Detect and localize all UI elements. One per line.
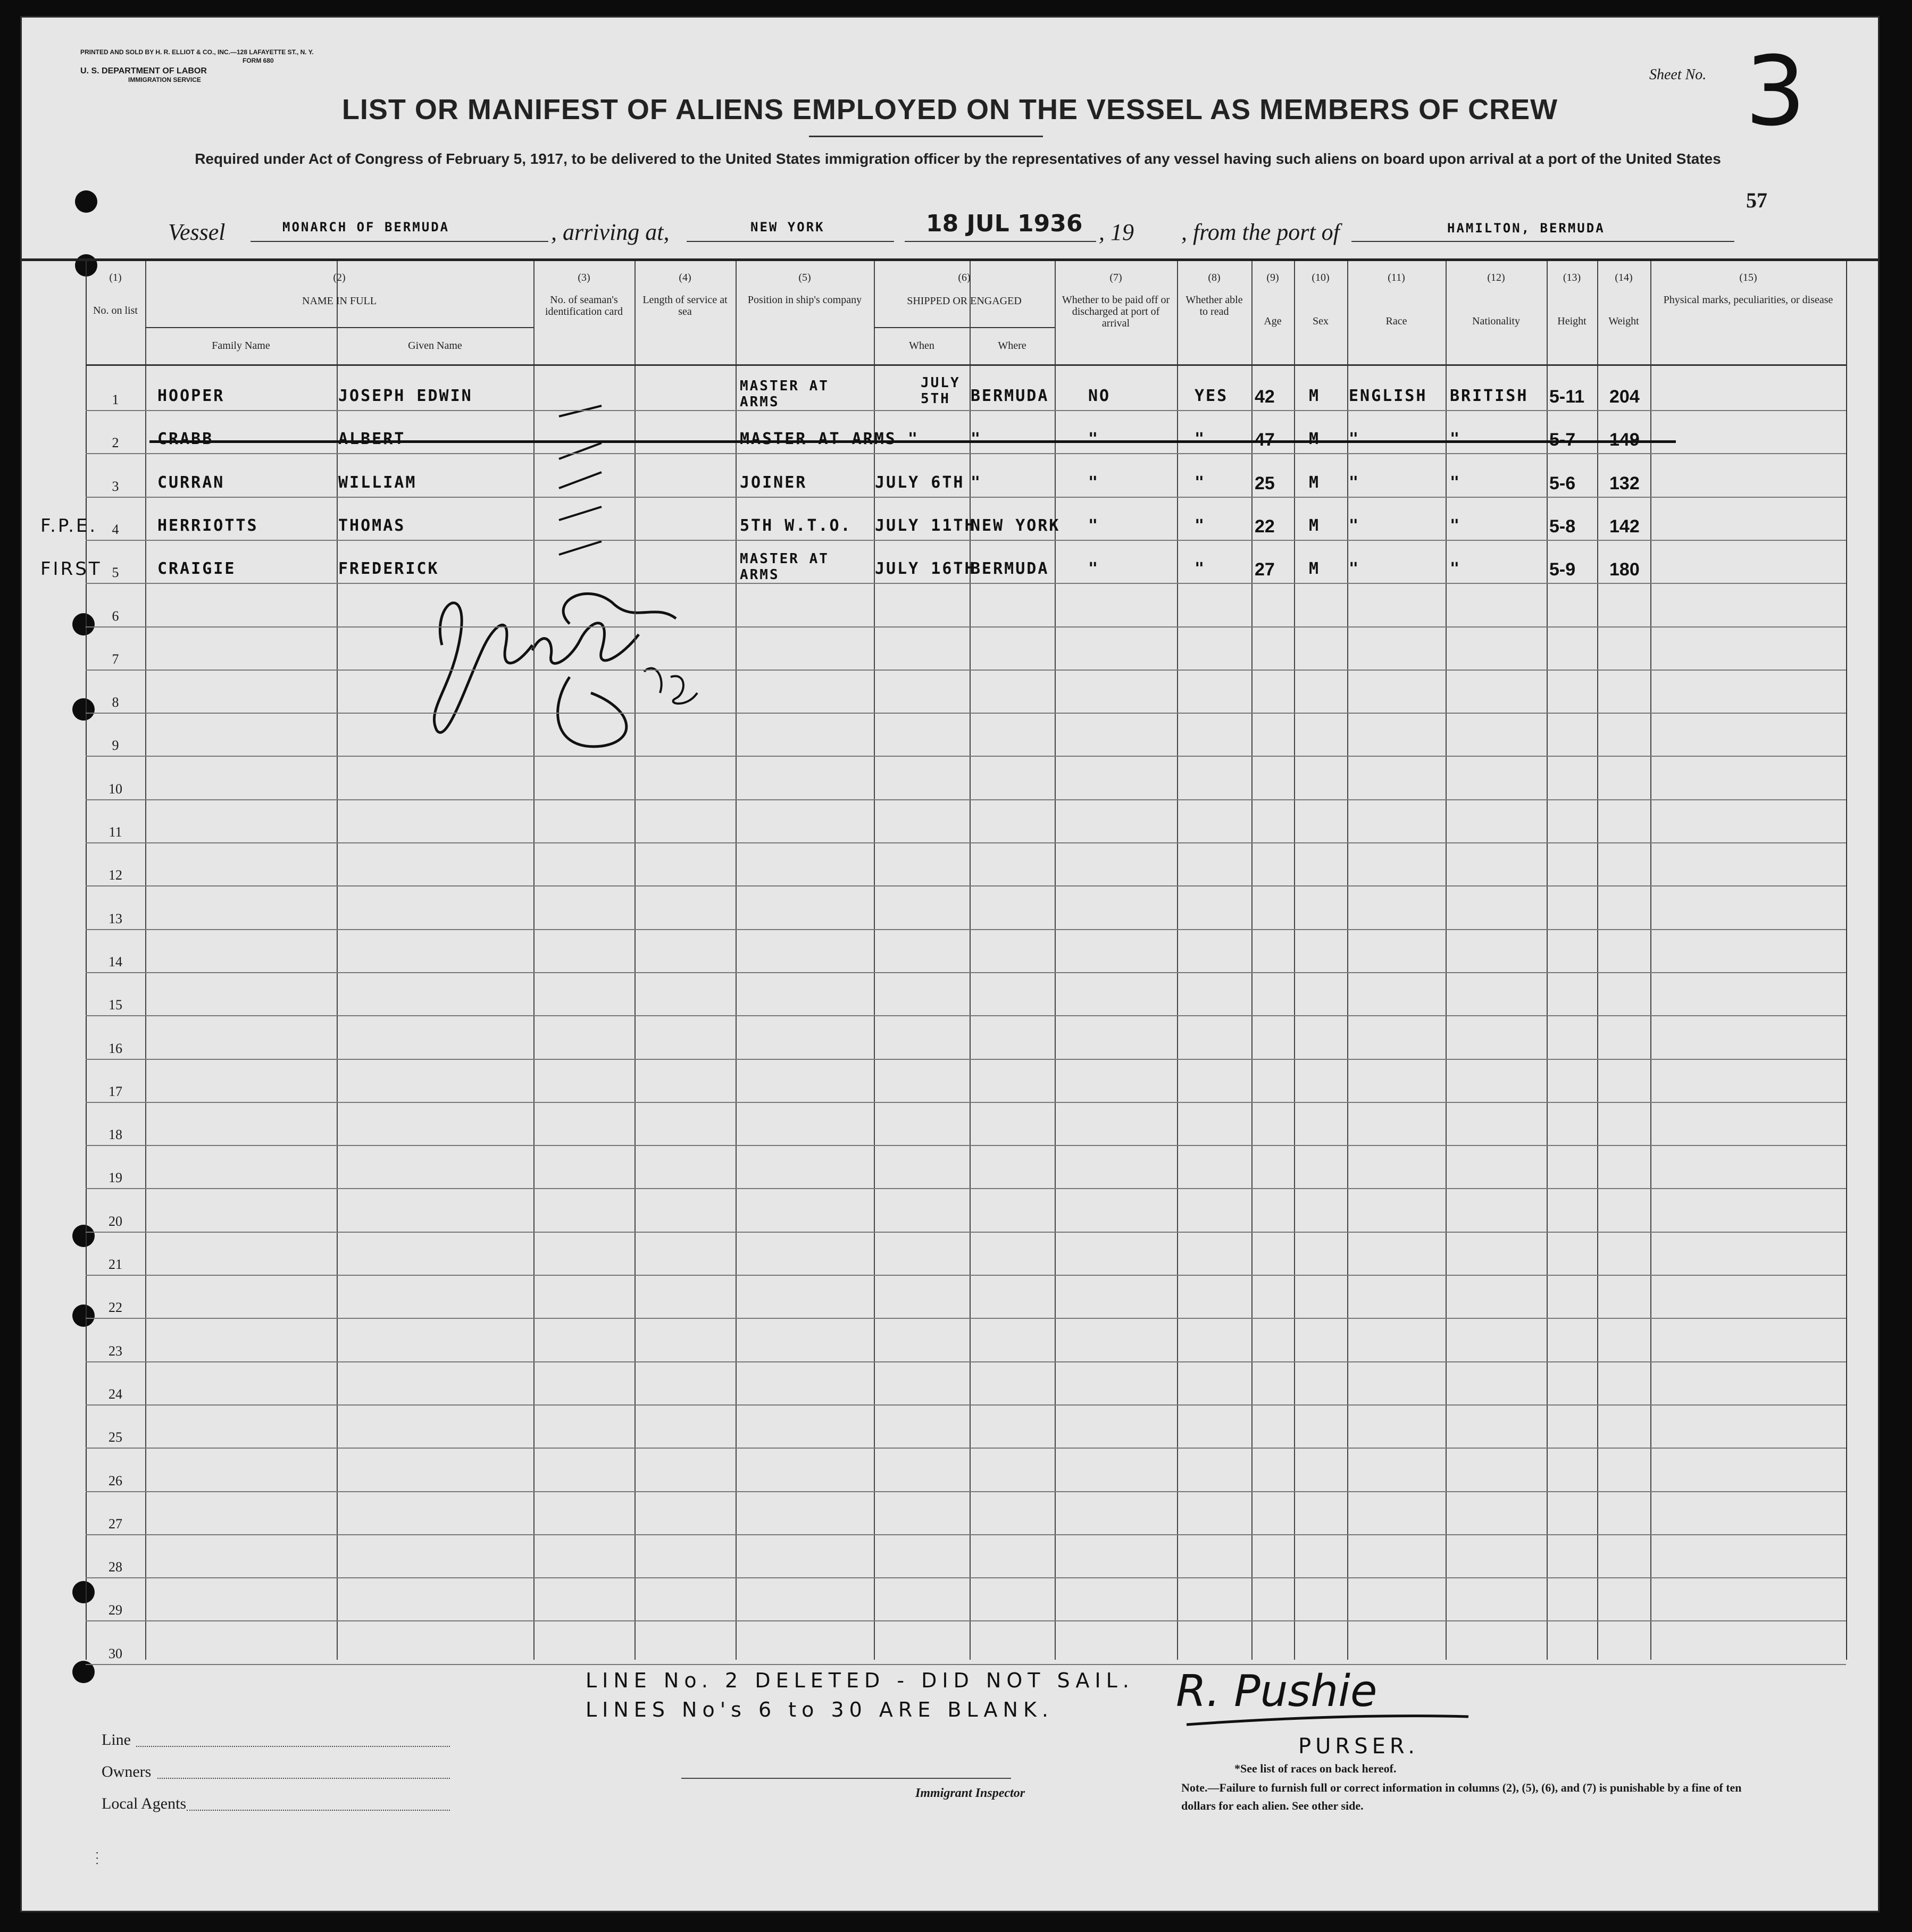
- cell-paid-off: ": [1088, 559, 1100, 579]
- row-number: 21: [108, 1257, 122, 1272]
- cell-given: FREDERICK: [338, 559, 439, 579]
- cell-read: YES: [1195, 387, 1229, 405]
- row-rule: [86, 1620, 1846, 1621]
- penalty-note: Note.—Failure to furnish full or correct information in columns (2), (5), (6), and (7) is punishable by a fine of ten dollars for each alien. See other side.: [1181, 1781, 1742, 1812]
- row-rule: [86, 1318, 1846, 1319]
- cell-read: ": [1195, 559, 1206, 579]
- row-rule: [86, 540, 1846, 541]
- row-number: 5: [112, 565, 119, 581]
- cell-where: BERMUDA: [971, 559, 1049, 579]
- cell-nationality: ": [1450, 516, 1462, 535]
- cell-paid-off: NO: [1088, 387, 1111, 405]
- sheet-label: Sheet No.: [1649, 66, 1707, 83]
- table-column-rule: [1294, 261, 1295, 1660]
- manifest-subtitle: Required under Act of Congress of February 5, 1917, to be delivered to the United States immigration officer by the representatives of any vessel having such aliens on board upon arrival at a port of the United States: [195, 150, 1721, 167]
- column-label: NAME IN FULL: [302, 295, 377, 307]
- row-number: 14: [108, 954, 122, 969]
- blank-lines-note: LINES No's 6 to 30 ARE BLANK.: [586, 1698, 1054, 1721]
- cell-weight: 180: [1609, 559, 1640, 580]
- cell-height: 5-9: [1549, 559, 1576, 580]
- column-number: (1): [109, 272, 122, 283]
- row-rule: [86, 1534, 1846, 1535]
- row-number: 12: [108, 867, 122, 883]
- cell-sex: M: [1309, 516, 1321, 535]
- arriving-fill-rule: [687, 241, 894, 242]
- row-number: 9: [112, 738, 119, 754]
- races-note: *See list of races on back hereof.: [1234, 1762, 1397, 1775]
- cell-age: 42: [1255, 387, 1275, 407]
- deletion-note: LINE No. 2 DELETED - DID NOT SAIL.: [586, 1669, 1134, 1692]
- cell-race: ": [1349, 430, 1360, 449]
- row-rule: [86, 1275, 1846, 1276]
- column-label: Weight: [1608, 315, 1639, 327]
- vessel-name: MONARCH OF BERMUDA: [282, 220, 450, 235]
- row-number: 27: [108, 1516, 122, 1532]
- cell-sex: M: [1309, 430, 1321, 449]
- row-number: 16: [108, 1040, 122, 1056]
- cell-height: 5-8: [1549, 516, 1576, 537]
- title-divider: [809, 136, 1043, 137]
- cell-where: ": [971, 430, 982, 449]
- cell-paid-off: ": [1088, 516, 1100, 535]
- column-label: Whether able to read: [1185, 294, 1243, 317]
- table-column-rule: [145, 261, 146, 1660]
- row-number: 29: [108, 1602, 122, 1618]
- cell-position: MASTER AT ARMS: [740, 378, 829, 410]
- row-rule: [86, 1145, 1846, 1146]
- inspector-signature-line: [681, 1778, 1011, 1779]
- table-column-rule: [1597, 261, 1598, 1660]
- row-rule: [86, 1577, 1846, 1578]
- row-rule: [86, 453, 1846, 454]
- row-rule: [86, 1059, 1846, 1060]
- department-name: U. S. DEPARTMENT OF LABOR: [80, 66, 207, 76]
- cell-age: 25: [1255, 473, 1275, 494]
- cell-family: HERRIOTTS: [157, 516, 258, 535]
- cell-sex: M: [1309, 473, 1321, 492]
- row-number: 19: [108, 1170, 122, 1186]
- header-bottom-rule: [86, 364, 1846, 366]
- table-column-rule: [1177, 261, 1178, 1660]
- form-number: FORM 680: [243, 57, 274, 64]
- cell-nationality: ": [1450, 430, 1462, 449]
- column-label: Race: [1385, 315, 1407, 327]
- cell-given: THOMAS: [338, 516, 406, 535]
- cell-given: ALBERT: [338, 430, 406, 449]
- margin-note: FIRST: [40, 558, 102, 580]
- cell-family: CRAIGIE: [157, 559, 236, 579]
- cell-position: MASTER AT ARMS: [740, 551, 829, 583]
- row-number: 18: [108, 1127, 122, 1143]
- purser-title: PURSER.: [1298, 1734, 1419, 1759]
- row-number: 2: [112, 435, 119, 451]
- row-rule: [86, 1188, 1846, 1189]
- cell-family: CRABB: [157, 430, 214, 449]
- subheader-rule: [874, 327, 1055, 328]
- date-fill-rule: [905, 241, 1096, 242]
- row-number: 11: [108, 824, 122, 840]
- row-rule: [86, 583, 1846, 584]
- page-number: 57: [1746, 188, 1767, 212]
- cell-sex: M: [1309, 559, 1321, 579]
- column-label: Sex: [1313, 315, 1329, 327]
- row-rule: [86, 410, 1846, 411]
- cell-height: 5-11: [1549, 387, 1585, 407]
- year-label: , 19: [1099, 219, 1134, 245]
- column-number: (11): [1388, 272, 1405, 283]
- owners-fill-rule: [157, 1778, 450, 1779]
- cell-when: JULY 16TH: [875, 559, 976, 579]
- row-number: 4: [112, 521, 119, 537]
- punch-hole: [72, 1581, 95, 1603]
- cell-position: 5TH W.T.O.: [740, 516, 852, 535]
- table-column-rule: [1347, 261, 1348, 1660]
- cell-read: ": [1195, 473, 1206, 492]
- row-number: 25: [108, 1429, 122, 1445]
- row-rule: [86, 885, 1846, 886]
- column-sublabel: Family Name: [212, 340, 270, 352]
- line-fill-rule: [136, 1746, 450, 1747]
- row-rule: [86, 670, 1846, 671]
- row-rule: [86, 1232, 1846, 1233]
- inspector-signature: [410, 571, 719, 762]
- table-column-rule: [1055, 261, 1056, 1660]
- cell-family: HOOPER: [157, 387, 225, 405]
- column-number: (4): [679, 272, 691, 283]
- column-number: (6): [958, 272, 971, 283]
- row-rule: [86, 799, 1846, 800]
- purser-signature: R. Pushie: [1176, 1666, 1377, 1717]
- table-column-rule: [1650, 261, 1651, 1660]
- table-column-rule: [634, 261, 636, 1660]
- column-number: (9): [1266, 272, 1279, 283]
- row-number: 3: [112, 478, 119, 494]
- sheet-number: 3: [1745, 36, 1806, 147]
- column-label: No. of seaman's identification card: [545, 294, 623, 317]
- column-label: Physical marks, peculiarities, or disease: [1663, 294, 1833, 306]
- cell-paid-off: ": [1088, 430, 1100, 449]
- table-column-rule: [533, 261, 535, 1660]
- cell-nationality: ": [1450, 473, 1462, 492]
- row-rule: [86, 972, 1846, 973]
- row-number: 26: [108, 1473, 122, 1488]
- id-card-dashes: [554, 400, 617, 571]
- cell-race: ": [1349, 516, 1360, 535]
- immigrant-inspector-label: Immigrant Inspector: [915, 1786, 1025, 1800]
- line-label: Line: [102, 1731, 131, 1749]
- table-column-rule: [1846, 261, 1847, 1660]
- cell-race: ": [1349, 473, 1360, 492]
- table-top-rule: [22, 258, 1878, 261]
- column-label: Nationality: [1472, 315, 1520, 327]
- printer-mark: ▪ ▪ ▪: [96, 1850, 98, 1866]
- column-number: (5): [798, 272, 811, 283]
- from-port-fill-rule: [1351, 241, 1734, 242]
- cell-weight: 204: [1609, 387, 1640, 407]
- cell-age: 47: [1255, 430, 1275, 450]
- table-column-rule: [1251, 261, 1253, 1660]
- cell-when: JULY 5TH: [921, 375, 961, 407]
- vessel-label: Vessel: [168, 219, 226, 245]
- cell-when: JULY 6TH: [875, 473, 965, 492]
- row-number: 22: [108, 1300, 122, 1316]
- column-number: (14): [1615, 272, 1633, 283]
- table-column-rule: [970, 261, 971, 1660]
- column-label: Height: [1557, 315, 1587, 327]
- row-rule: [86, 1015, 1846, 1016]
- row-rule: [86, 1664, 1846, 1665]
- manifest-title: LIST OR MANIFEST OF ALIENS EMPLOYED ON THE VESSEL AS MEMBERS OF CREW: [341, 94, 1558, 126]
- cell-given: WILLIAM: [338, 473, 417, 492]
- cell-paid-off: ": [1088, 473, 1100, 492]
- vessel-fill-rule: [251, 241, 548, 242]
- column-sublabel: When: [909, 340, 934, 352]
- column-label: Position in ship's company: [747, 294, 862, 306]
- table-column-rule: [1547, 261, 1548, 1660]
- cell-given: JOSEPH EDWIN: [338, 387, 473, 405]
- table-column-rule: [736, 261, 737, 1660]
- arrival-date-stamp: 18 JUL 1936: [926, 210, 1083, 237]
- column-label: No. on list: [93, 305, 138, 316]
- column-label: Age: [1264, 315, 1282, 327]
- row-number: 8: [112, 695, 119, 710]
- row-number: 6: [112, 608, 119, 624]
- row-rule: [86, 1448, 1846, 1449]
- cell-read: ": [1195, 516, 1206, 535]
- row-rule: [86, 1491, 1846, 1492]
- column-sublabel: Where: [998, 340, 1026, 352]
- cell-position: MASTER AT ARMS ": [740, 430, 919, 449]
- purser-underline: [1181, 1703, 1479, 1735]
- cell-height: 5-6: [1549, 473, 1576, 494]
- cell-where: NEW YORK: [971, 516, 1061, 535]
- cell-nationality: ": [1450, 559, 1462, 579]
- deleted-row-strikethrough: [149, 440, 1676, 443]
- cell-weight: 149: [1609, 430, 1640, 450]
- row-number: 13: [108, 910, 122, 926]
- column-number: (12): [1487, 272, 1505, 283]
- manifest-page: [20, 16, 1880, 1912]
- row-rule: [86, 1404, 1846, 1406]
- cell-age: 27: [1255, 559, 1275, 580]
- row-number: 1: [112, 392, 119, 407]
- from-port: HAMILTON, BERMUDA: [1447, 221, 1605, 236]
- row-number: 30: [108, 1645, 122, 1661]
- cell-age: 22: [1255, 516, 1275, 537]
- column-label: Whether to be paid off or discharged at port of arrival: [1062, 294, 1170, 329]
- row-rule: [86, 1102, 1846, 1103]
- column-sublabel: Given Name: [408, 340, 462, 352]
- cell-weight: 142: [1609, 516, 1640, 537]
- arriving-port: NEW YORK: [750, 220, 825, 235]
- cell-weight: 132: [1609, 473, 1640, 494]
- row-number: 23: [108, 1343, 122, 1359]
- local-agents-fill-rule: [187, 1810, 450, 1811]
- column-label: Length of service at sea: [642, 294, 728, 317]
- cell-nationality: BRITISH: [1450, 387, 1529, 405]
- column-number: (2): [333, 272, 346, 283]
- table-column-rule: [874, 261, 875, 1660]
- row-rule: [86, 842, 1846, 843]
- row-rule: [86, 1361, 1846, 1362]
- cell-race: ": [1349, 559, 1360, 579]
- row-number: 24: [108, 1386, 122, 1402]
- cell-position: JOINER: [740, 473, 807, 492]
- column-number: (8): [1208, 272, 1221, 283]
- cell-read: ": [1195, 430, 1206, 449]
- cell-height: 5-7: [1549, 430, 1576, 450]
- local-agents-label: Local Agents: [102, 1795, 187, 1812]
- owners-label: Owners: [102, 1763, 152, 1780]
- row-rule: [86, 756, 1846, 757]
- row-rule: [86, 929, 1846, 930]
- cell-race: ENGLISH: [1349, 387, 1427, 405]
- from-port-label: , from the port of: [1181, 219, 1340, 245]
- row-rule: [86, 497, 1846, 498]
- table-column-rule: [337, 261, 338, 1660]
- column-number: (10): [1312, 272, 1330, 283]
- column-number: (7): [1109, 272, 1122, 283]
- column-number: (3): [578, 272, 590, 283]
- subheader-rule: [145, 327, 533, 328]
- row-number: 15: [108, 997, 122, 1013]
- column-number: (15): [1739, 272, 1757, 283]
- cell-where: BERMUDA: [971, 387, 1049, 405]
- column-label: SHIPPED OR ENGAGED: [907, 295, 1022, 307]
- printer-line: PRINTED AND SOLD BY H. R. ELLIOT & CO., INC.—128 LAFAYETTE ST., N. Y.: [80, 48, 314, 56]
- row-number: 20: [108, 1213, 122, 1229]
- cell-family: CURRAN: [157, 473, 225, 492]
- row-number: 7: [112, 651, 119, 667]
- margin-note: F.P.E.: [40, 515, 98, 537]
- service-name: IMMIGRATION SERVICE: [128, 76, 201, 83]
- row-number: 10: [108, 781, 122, 797]
- arriving-label: , arriving at,: [551, 219, 670, 245]
- punch-hole: [75, 190, 97, 213]
- row-number: 28: [108, 1559, 122, 1575]
- column-number: (13): [1563, 272, 1581, 283]
- row-rule: [86, 713, 1846, 714]
- cell-where: ": [971, 473, 982, 492]
- table-column-rule: [1446, 261, 1447, 1660]
- cell-sex: M: [1309, 387, 1321, 405]
- cell-when: JULY 11TH: [875, 516, 976, 535]
- row-rule: [86, 626, 1846, 628]
- row-number: 17: [108, 1083, 122, 1099]
